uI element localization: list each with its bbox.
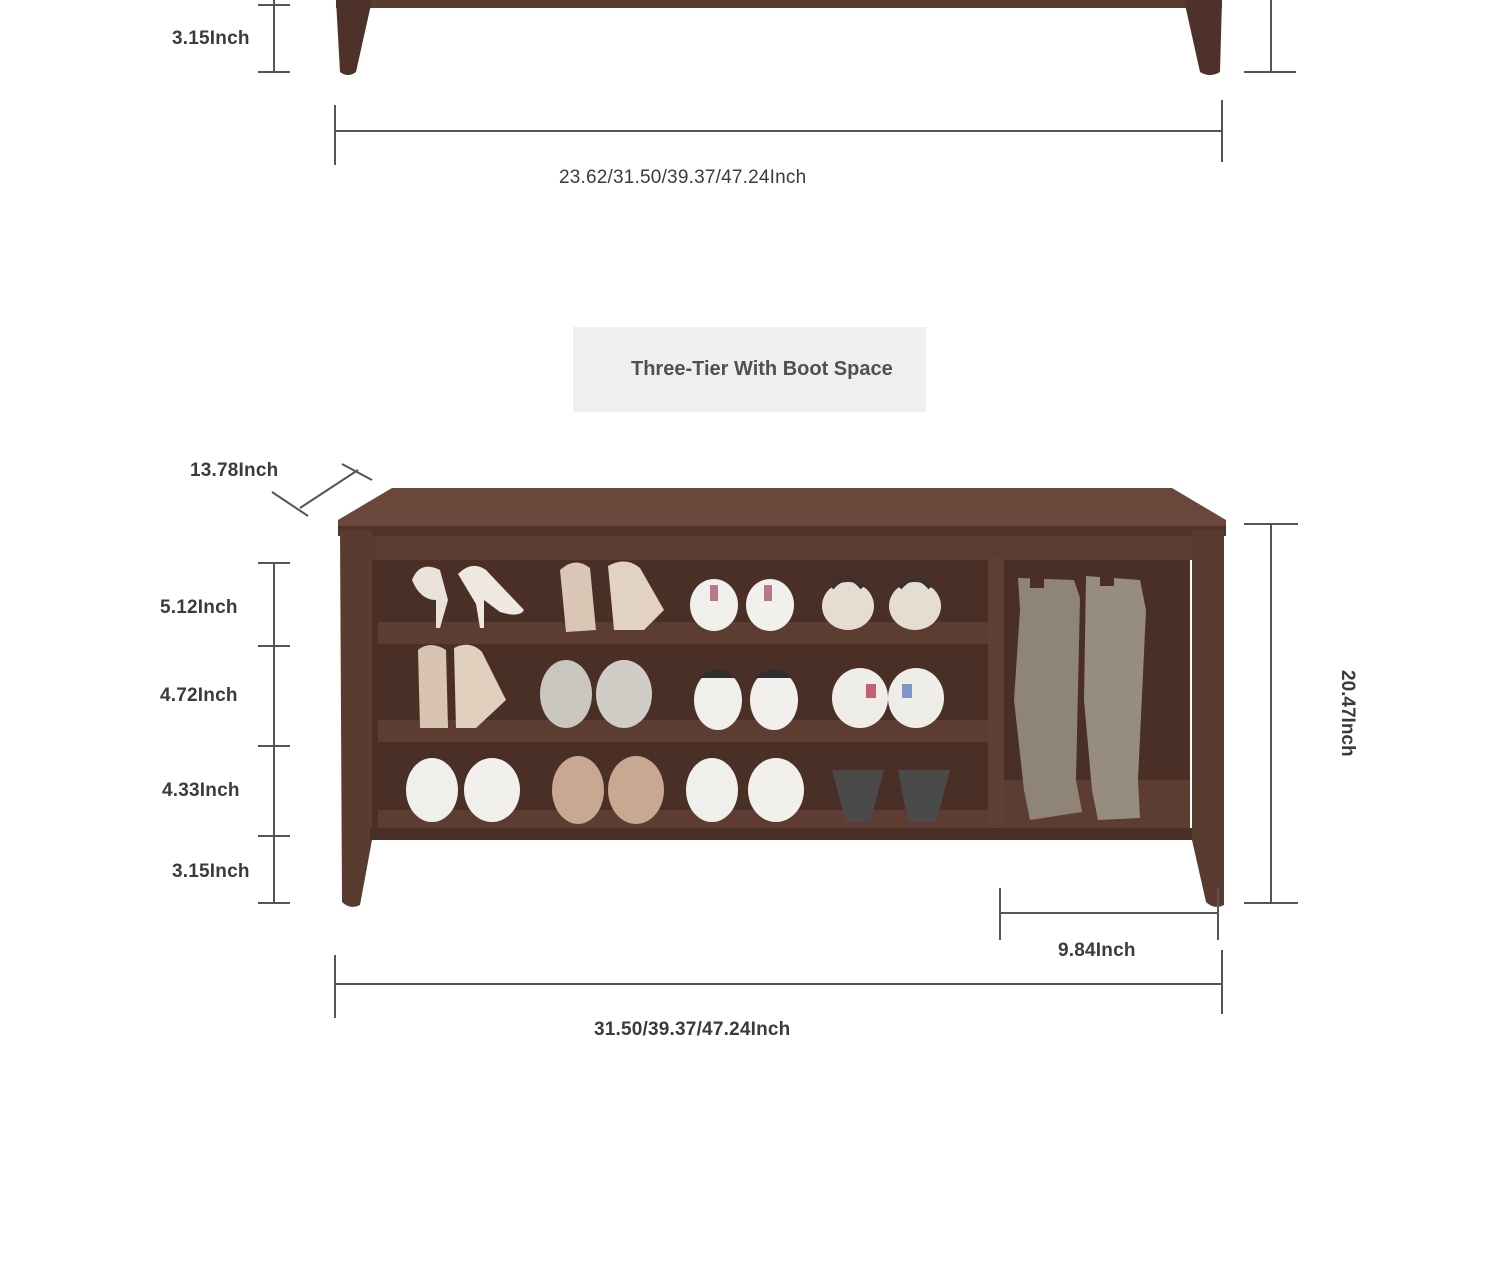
section-title: Three-Tier With Boot Space: [631, 358, 893, 380]
top-dimension-lines: [258, 0, 1296, 165]
leg-height-label: 3.15Inch: [172, 861, 250, 882]
total-height-label: 20.47Inch: [1337, 670, 1358, 757]
boot-width-label: 9.84Inch: [1058, 940, 1136, 961]
tier-3-height-label: 4.33Inch: [162, 780, 240, 801]
tier-1-height-label: 5.12Inch: [160, 597, 238, 618]
top-width-label: 23.62/31.50/39.37/47.24Inch: [559, 167, 807, 188]
depth-label: 13.78Inch: [190, 460, 279, 481]
section-title-banner: [573, 327, 926, 412]
top-leg-height-label: 3.15Inch: [172, 28, 250, 49]
tier-2-height-label: 4.72Inch: [160, 685, 238, 706]
top-bench: [336, 0, 1222, 75]
bottom-width-label: 31.50/39.37/47.24Inch: [594, 1019, 791, 1040]
